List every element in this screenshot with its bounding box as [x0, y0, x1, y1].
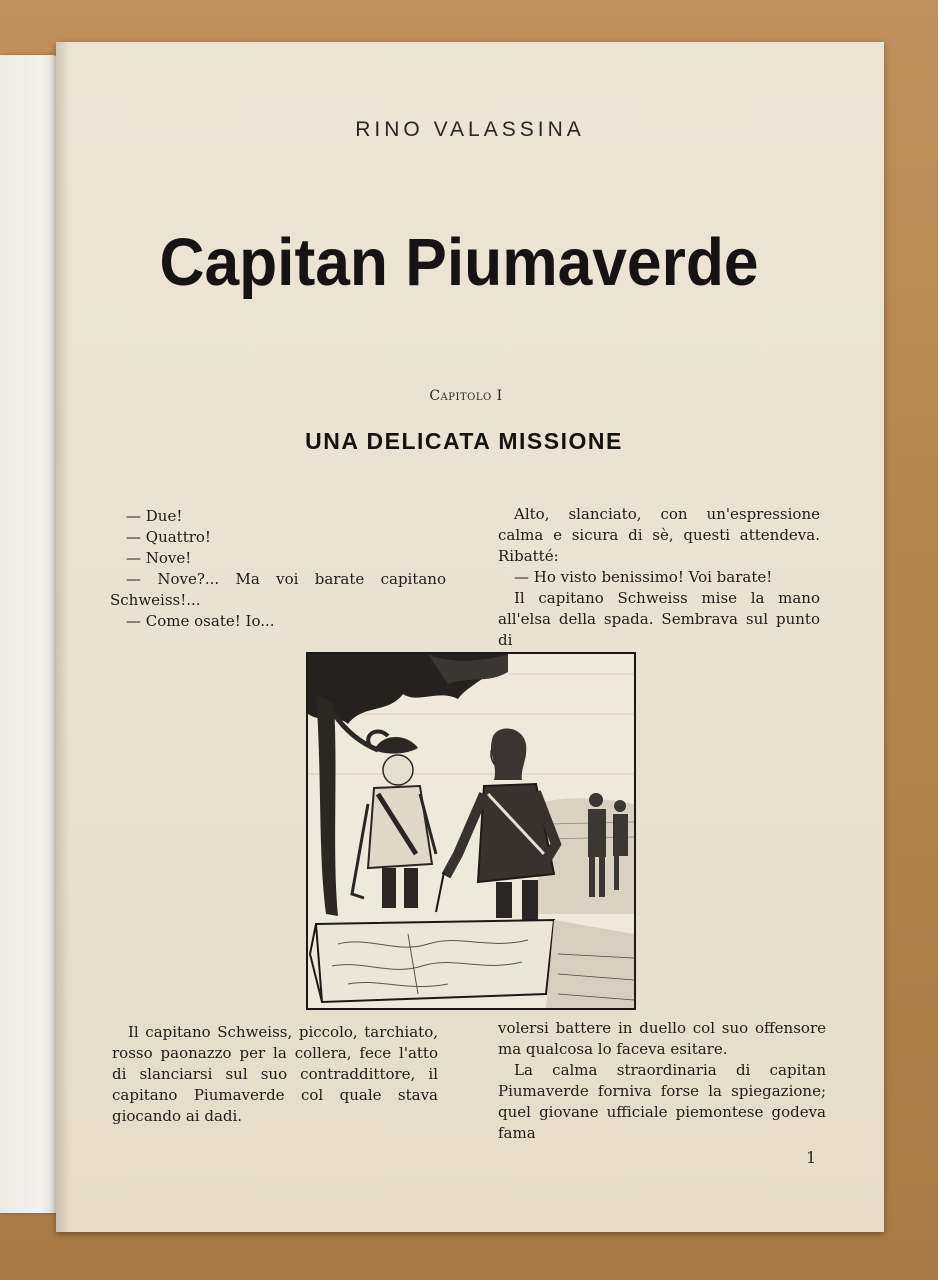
text-column-top-left [110, 506, 446, 632]
paragraph: La calma straordinaria di capitan Piumaverde forniva forse la spiegazione; quel giovane ufficiale piemontese godeva fama [498, 1061, 826, 1142]
paragraph: — Nove?... Ma voi barate capitano Schweiss!... [110, 570, 446, 609]
text-column-bottom-left [112, 1022, 438, 1127]
paragraph: — Nove! [126, 549, 192, 567]
book-page [56, 42, 884, 1232]
text-column-bottom-right [498, 1018, 826, 1144]
book-title: Capitan Piumaverde [159, 225, 759, 300]
illustration-drawing [308, 654, 634, 1008]
paragraph: — Ho visto benissimo! Voi barate! [514, 568, 773, 586]
illustration [306, 652, 636, 1010]
chapter-title: UNA DELICATA MISSIONE [305, 428, 623, 454]
paragraph: Alto, slanciato, con un'espressione calma e sicura di sè, questi attendeva. Ribatté: [498, 505, 820, 565]
chapter-label: Capitolo I [429, 388, 503, 404]
paragraph: Il capitano Schweiss mise la mano all'elsa della spada. Sembrava sul punto di [498, 589, 820, 649]
previous-page-edge [0, 55, 59, 1213]
text-column-top-right [498, 504, 820, 651]
paragraph: volersi battere in duello col suo offensore ma qualcosa lo faceva esitare. [498, 1019, 826, 1058]
paragraph: — Due! [126, 507, 183, 525]
paragraph: — Quattro! [126, 528, 211, 546]
paragraph: — Come osate! Io... [126, 612, 275, 630]
author-name: RINO VALASSINA [355, 118, 585, 141]
page-number: 1 [806, 1148, 817, 1167]
paragraph: Il capitano Schweiss, piccolo, tarchiato, rosso paonazzo per la collera, fece l'atto di slanciarsi sul suo contraddittore, il capitano Piumaverde col quale stava giocando ai dadi. [112, 1023, 438, 1125]
